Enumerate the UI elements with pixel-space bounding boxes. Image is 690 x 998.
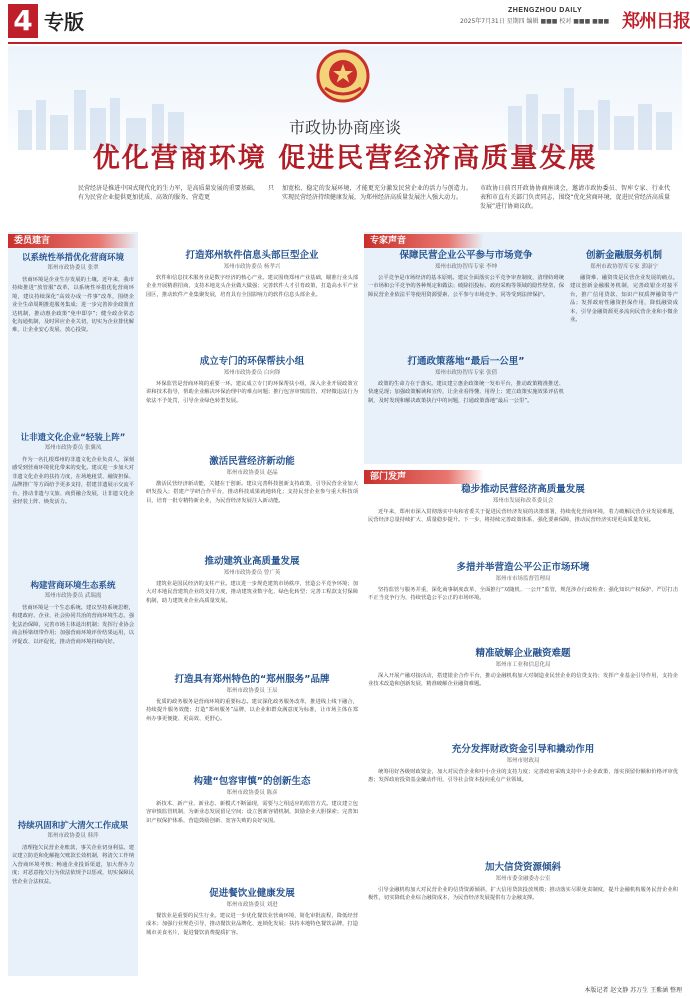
article-author: 郑州市财政局 [506, 758, 540, 764]
article-title: 构建营商环境生态系统 [30, 581, 116, 591]
article-author: 郑州市政协委员 武瑞霞 [44, 593, 102, 599]
article-title: 创新金融服务机制 [585, 250, 662, 261]
article-title: 以系统性举措优化营商环境 [21, 253, 124, 263]
footer-credits: 本版记者 赵文静 苏万生 王紫涵 整理 [584, 987, 682, 994]
article-title: 激活民营经济新动能 [209, 456, 295, 467]
article-body: 餐饮业是重要的民生行业。建议进一步优化餐饮业营商环境，简化审批流程，降低经营成本；加强行业规范引导，推动餐饮业品牌化、连锁化发展；扶持本地特色餐饮品牌，打造城市美食名片，促进餐饮消费提质扩容。 [146, 913, 358, 936]
article-title: 加大信贷资源倾斜 [484, 862, 561, 873]
article-body: 营商环境是一个生态系统。建议坚持系统思维，构建政府、企业、社会协同共治的营商环境生态，强化法治保障，完善市场主体退出机制；发挥行业协会商会桥梁纽带作用；加强营商环境评价结果运用，以评促改、以评促优，推动营商环境持续向好。 [12, 605, 134, 645]
article-author: 郑州市政协委员 韩萍 [47, 833, 99, 839]
article-body: 政策的生命力在于落实。建议建立惠企政策统一发布平台，推动政策精准推送、快速兑现；加强政策解读和宣传，让企业看得懂、用得上；建立政策实施效果评估机制，及时发现和解决政策执行中的问题，打通政策落地“最后一公里”。 [368, 381, 564, 404]
intro-col-2: 加宽松、稳定的发展环境，才能更充分激发民营企业的活力与创造力。实现民营经济持续健康发展，为郑州经济高质量发展注入强大动力。 [282, 185, 472, 201]
article-author: 郑州市政协委员 刘进 [226, 902, 278, 908]
article-body: 营商环境是企业生存发展的土壤。近年来，我市持续推进“放管服”改革，以系统性举措优化营商环境，建议持续深化“高效办成一件事”改革，围绕企业全生命周期推进服务集成；进一步完善涉企政策直达机制，推动惠企政策“免申即享”；健全政企常态化沟通机制，及时回应企业关切，切实为企业排忧解难，让企业安心发展、放心投资。 [12, 277, 134, 334]
article-title: 促进餐饮业健康发展 [209, 888, 295, 899]
article-author: 郑州市政协委员 陈彦 [226, 790, 278, 796]
article-author: 郑州市政协委员 曾广英 [223, 570, 281, 576]
section-label-departments: 部门发声 [364, 470, 484, 484]
article-author: 郑州市发展和改革委员会 [492, 498, 554, 504]
article-title: 保障民营企业公平参与市场竞争 [399, 250, 533, 261]
article-author: 郑州市政协委员 张翠 [47, 265, 99, 271]
article-title: 打造郑州软件信息头部巨型企业 [185, 250, 319, 261]
article-author: 郑州市政协智库专家 李坤 [434, 264, 498, 270]
article-author: 郑州市政协委员 白向锋 [223, 370, 281, 376]
article-body: 软件和信息技术服务业是数字经济的核心产业。建议围绕郑州产业基础，瞄准行业头部企业开展精准招商，支持本地龙头企业做大做强；完善软件人才引育政策，打造高水平产业园区，推动软件产业集聚发展，培育具有全国影响力的软件信息头部企业。 [146, 275, 358, 298]
article-body: 深入开展产融对接活动，搭建银企合作平台，推动金融机构加大对制造业民营企业的信贷支持；发挥产业基金引导作用，支持企业技术改造和创新发展，精准破解企业融资难题。 [368, 673, 678, 688]
article-title: 充分发挥财政资金引导和撬动作用 [451, 744, 595, 755]
paper-name-en: ZHENGZHOU DAILY [508, 7, 583, 14]
article-title: 多措并举营造公平公正市场环境 [456, 562, 590, 573]
article-author: 郑州市政协委员 杨孝兴 [223, 264, 281, 270]
section-title: 专版 [44, 10, 84, 34]
article-body: 坚持监管与服务并重，深化商事制度改革，全面推行“双随机、一公开”监管，规范涉企行政检查；强化知识产权保护，严厉打击不正当竞争行为，持续营造公平公正的市场环境。 [368, 587, 678, 602]
article-author: 郑州市政协委员 赵晶 [226, 470, 278, 476]
article-title: 打造具有郑州特色的“郑州服务”品牌 [174, 674, 330, 685]
article-body: 统筹用好各级财政资金，加大对民营企业和中小企业的支持力度；完善政府采购支持中小企业政策，落实预留份额和价格评审优惠；发挥政府投资基金撬动作用，引导社会资本投向重点产业领域。 [368, 769, 678, 784]
article-body: 环保监管是营商环境的重要一环。建议成立专门的环保帮扶小组，深入企业开展政策宣讲和技术指导，帮助企业解决环保治理中的难点问题；推行包容审慎监管，对轻微违法行为依法不予处罚，引导企业绿色转型发展。 [146, 381, 358, 404]
article-author: 郑州市市场监督管理局 [495, 576, 551, 582]
article-title: 打通政策落地“最后一公里” [407, 356, 525, 367]
article-body: 作为一名扎根郑州的非遗文化企业负责人，深刻感受到营商环境优化带来的变化。建议进一步加大对非遗文化企业的扶持力度，在场地租赁、融资担保、品牌推广等方面给予更多支持，搭建非遗展示交流平台，推动非遗与文旅、商贸融合发展，让非遗文化企业轻装上阵、焕发活力。 [12, 457, 134, 506]
intro-col-3: 市政协日前召开政协协商座谈会，邀请市政协委员、智库专家、行业代表和市直有关部门负责同志，围绕“优化营商环境，促进民营经济高质量发展”进行协商议政。 [480, 185, 670, 210]
article-body: 引导金融机构加大对民营企业的信贷资源倾斜，扩大信用贷款投放规模；推动落实尽职免责制度，提升金融机构服务民营企业积极性，切实降低企业综合融资成本，为民营经济发展提供有力金融支撑。 [368, 887, 678, 902]
article-body: 激活民营经济新动能，关键在于创新。建议完善科技创新支持政策，引导民营企业加大研发投入；搭建产学研合作平台，推动科技成果就地转化；支持民营企业参与重大科技项目，培育一批专精特新企业，为民营经济发展注入新动能。 [146, 481, 358, 504]
article-body: 公平竞争是市场经济的基本原则。建议全面落实公平竞争审查制度，清理妨碍统一市场和公平竞争的各种规定和做法；破除招投标、政府采购等领域的隐性壁垒，保障民营企业依法平等使用资源要素、公平参与市场竞争、同等受到法律保护。 [368, 275, 564, 298]
date-line: 2025年7月31日 星期四 编辑 ■■■ 校对 ■■■ ■■■ [460, 18, 610, 25]
article-title: 持续巩固和扩大清欠工作成果 [17, 821, 129, 831]
intro-col-1: 民营经济是推进中国式现代化的生力军，是高质量发展的重要基础。 只有为民营企业提供更加优质、高效的服务，营造更 [78, 185, 274, 201]
paper-logo: 郑州日报 [622, 11, 690, 32]
article-body: 建筑业是国民经济的支柱产业。建议进一步规范建筑市场秩序，营造公平竞争环境；加大对本地民营建筑企业的支持力度，推动建筑业数字化、绿色化转型；完善工程款支付保障机制，助力建筑业企业高质量发展。 [146, 581, 358, 604]
article-title: 让非遗文化企业“轻装上阵” [20, 433, 126, 443]
article-body: 新技术、新产业、新业态、新模式不断涌现，需要与之相适应的监管方式。建议建立包容审慎监管机制，为新业态发展留足空间；设立创新容错机制，鼓励企业大胆探索；完善知识产权保护体系，营造鼓励创新、宽容失败的良好氛围。 [146, 801, 358, 824]
article-title: 推动建筑业高质量发展 [204, 556, 300, 567]
article-author: 郑州市政协委员 王辰 [226, 688, 278, 694]
article-author: 郑州市委金融委办公室 [495, 876, 551, 882]
article-title: 成立专门的环保帮扶小组 [199, 356, 305, 367]
article-body: 近年来，郑州市深入贯彻落实中央和省委关于促进民营经济发展的决策部署，持续优化营商环境，着力破解民营企业发展难题，民营经济总量持续扩大、质量稳步提升。下一步，将持续完善政策体系，强化要素保障，推动民营经济实现更高质量发展。 [368, 509, 678, 524]
article-author: 郑州市政协智库专家 郭康宁 [590, 264, 658, 270]
cppcc-emblem-icon [315, 48, 371, 104]
article-author: 郑州市政协委员 张翼凤 [44, 445, 102, 451]
article-body: 优质的政务服务是营商环境的重要标志。建议深化政务服务改革，推进线上线下融合，持续提升服务效能；打造“郑州服务”品牌，以企业和群众满意度为标准，让市场主体在郑州办事更便捷、更高效、更舒心。 [146, 699, 358, 722]
header-rule [8, 42, 682, 44]
article-body: 融资难、融资贵是民营企业发展的痛点。建议创新金融服务机制，完善政银企对接平台，推广信用贷款、知识产权质押融资等产品；发挥政府性融资担保作用，降低融资成本，引导金融资源更多流向民营企业和小微企业。 [570, 275, 678, 324]
main-headline: 优化营商环境 促进民营经济高质量发展 [92, 143, 598, 174]
article-title: 构建“包容审慎”的创新生态 [193, 776, 311, 787]
article-body: 清理拖欠民营企业账款，事关企业切身利益。建议建立防范和化解拖欠账款长效机制，将清欠工作纳入营商环境考核；畅通企业投诉渠道，加大督办力度；对恶意拖欠行为依法依规予以惩戒，切实保障民营企业合法权益。 [12, 845, 134, 885]
article-author: 郑州市政协智库专家 张倩 [434, 370, 498, 376]
page-number: 4 [8, 4, 38, 38]
section-label-experts: 专家声音 [364, 234, 484, 248]
banner-kicker: 市政协协商座谈 [288, 118, 401, 137]
article-title: 精准破解企业融资难题 [475, 648, 571, 659]
section-label-committee: 委员建言 [8, 234, 138, 248]
article-title: 稳步推动民营经济高质量发展 [461, 484, 585, 495]
article-author: 郑州市工业和信息化局 [495, 662, 551, 668]
